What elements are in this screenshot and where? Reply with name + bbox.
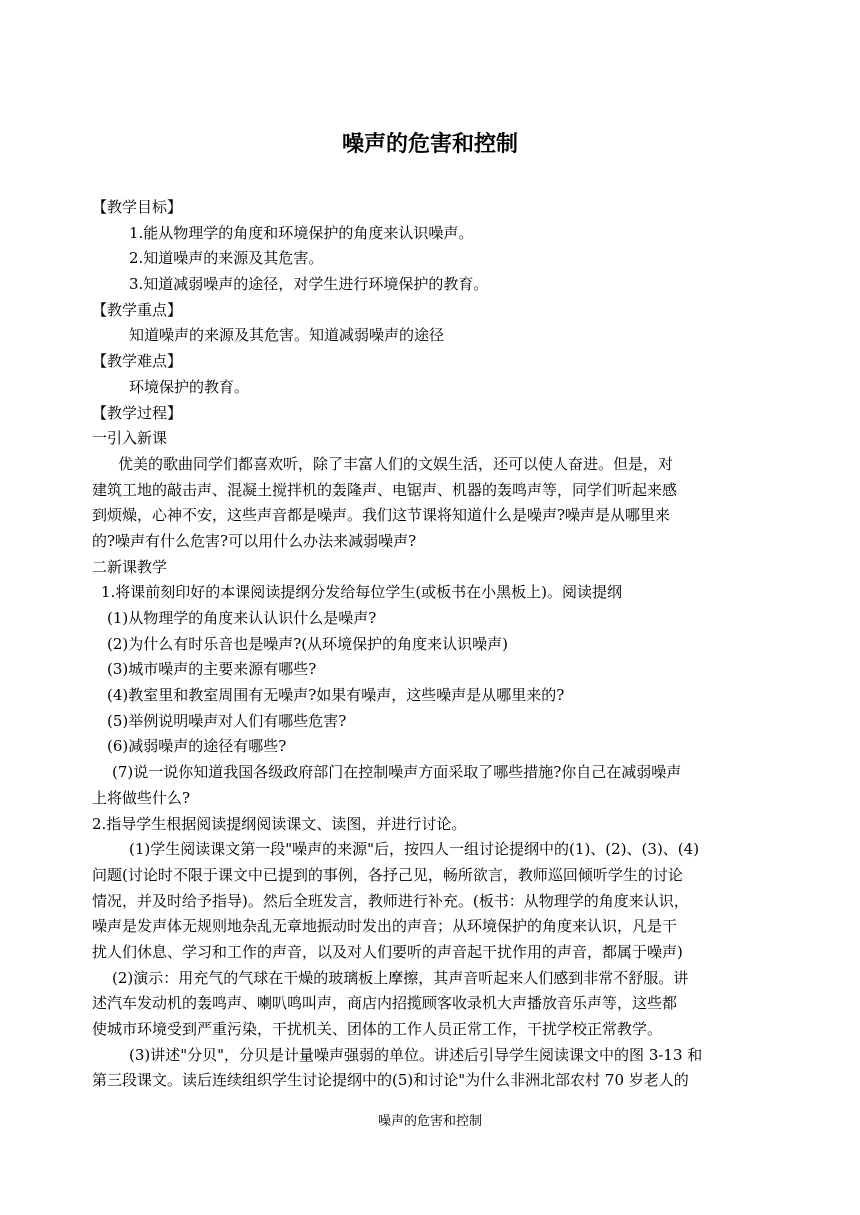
outline-item: (1)从物理学的角度来认认识什么是噪声? <box>107 609 377 627</box>
paragraph-line: 1.将课前刻印好的本课阅读提纲分发给每位学生(或板书在小黑板上)。阅读提纲 <box>101 583 623 602</box>
paragraph-line: 优美的歌曲同学们都喜欢听，除了丰富人们的文娱生活，还可以使人奋进。但是，对 <box>118 454 674 473</box>
paragraph-line: (2)演示：用充气的气球在干燥的玻璃板上摩擦，其声音听起来人们感到非常不舒服。讲 <box>112 968 689 987</box>
outline-item: (2)为什么有时乐音也是噪声?(从环境保护的角度来认识噪声) <box>107 634 508 653</box>
objective-item: 3.知道减弱噪声的途径，对学生进行环境保护的教育。 <box>129 275 489 294</box>
paragraph-line: 建筑工地的敲击声、混凝土搅拌机的轰隆声、电锯声、机器的轰鸣声等，同学们听起来感 <box>92 480 678 499</box>
paragraph-line: 环境保护的教育。 <box>129 377 250 396</box>
paragraph-line: 情况，并及时给予指导)。然后全班发言，教师进行补充。(板书：从物理学的角度来认识， <box>92 891 689 910</box>
paragraph-line: 上将做些什么? <box>92 788 191 807</box>
paragraph-line: 2.指导学生根据阅读提纲阅读课文、读图，并进行讨论。 <box>92 814 467 833</box>
outline-item: (6)减弱噪声的途径有哪些? <box>107 737 287 756</box>
outline-item: (4)教室里和教室周围有无噪声?如果有噪声，这些噪声是从哪里来的? <box>107 686 565 705</box>
outline-item: (7)说一说你知道我国各级政府部门在控制噪声方面采取了哪些措施?你自己在减弱噪声 <box>112 763 682 782</box>
paragraph-line: 述汽车发动机的轰鸣声、喇叭鸣叫声，商店内招揽顾客收录机大声播放音乐声等，这些都 <box>92 994 678 1013</box>
paragraph-line: 第三段课文。读后连续组织学生讨论提纲中的(5)和讨论"为什么非洲北部农村 70 岁老人的 <box>92 1071 689 1090</box>
document-title: 噪声的危害和控制 <box>341 132 518 157</box>
paragraph-line: 的?噪声有什么危害?可以用什么办法来减弱噪声? <box>92 531 417 550</box>
subsection-heading: 二新课教学 <box>92 557 168 576</box>
section-heading-difficulties: 【教学难点】 <box>92 352 183 371</box>
paragraph-line: (1)学生阅读课文第一段"噪声的来源"后，按四人一组讨论提纲中的(1)、(2)、(3)、(4) <box>129 840 700 859</box>
outline-item: (3)城市噪声的主要来源有哪些? <box>107 660 317 679</box>
paragraph-line: 知道噪声的来源及其危害。知道减弱噪声的途径 <box>129 326 445 345</box>
paragraph-line: (3)讲述"分贝"，分贝是计量噪声强弱的单位。讲述后引导学生阅读课文中的图 3-13 和 <box>129 1045 703 1064</box>
paragraph-line: 问题(讨论时不限于课文中已提到的事例，各抒己见，畅所欲言，教师巡回倾听学生的讨论 <box>92 865 683 884</box>
page-footer: 噪声的危害和控制 <box>377 1114 482 1129</box>
objective-item: 2.知道噪声的来源及其危害。 <box>129 249 324 268</box>
objective-item: 1.能从物理学的角度和环境保护的角度来认识噪声。 <box>129 223 474 242</box>
subsection-heading: 一引入新课 <box>92 429 168 448</box>
section-heading-process: 【教学过程】 <box>92 403 183 422</box>
document-body <box>92 195 772 1094</box>
paragraph-line: 噪声是发声体无规则地杂乱无章地振动时发出的声音；从环境保护的角度来认识，凡是干 <box>92 917 678 936</box>
outline-item: (5)举例说明噪声对人们有哪些危害? <box>107 711 347 730</box>
paragraph-line: 使城市环境受到严重污染，干扰机关、团体的工作人员正常工作，干扰学校正常教学。 <box>92 1020 663 1038</box>
paragraph-line: 到烦燥，心神不安，这些声音都是噪声。我们这节课将知道什么是噪声?噪声是从哪里来 <box>92 506 671 525</box>
section-heading-key-points: 【教学重点】 <box>92 300 183 319</box>
section-heading-objectives: 【教学目标】 <box>92 198 183 216</box>
paragraph-line: 扰人们休息、学习和工作的声音，以及对人们要听的声音起干扰作用的声音，都属于噪声) <box>92 942 683 961</box>
